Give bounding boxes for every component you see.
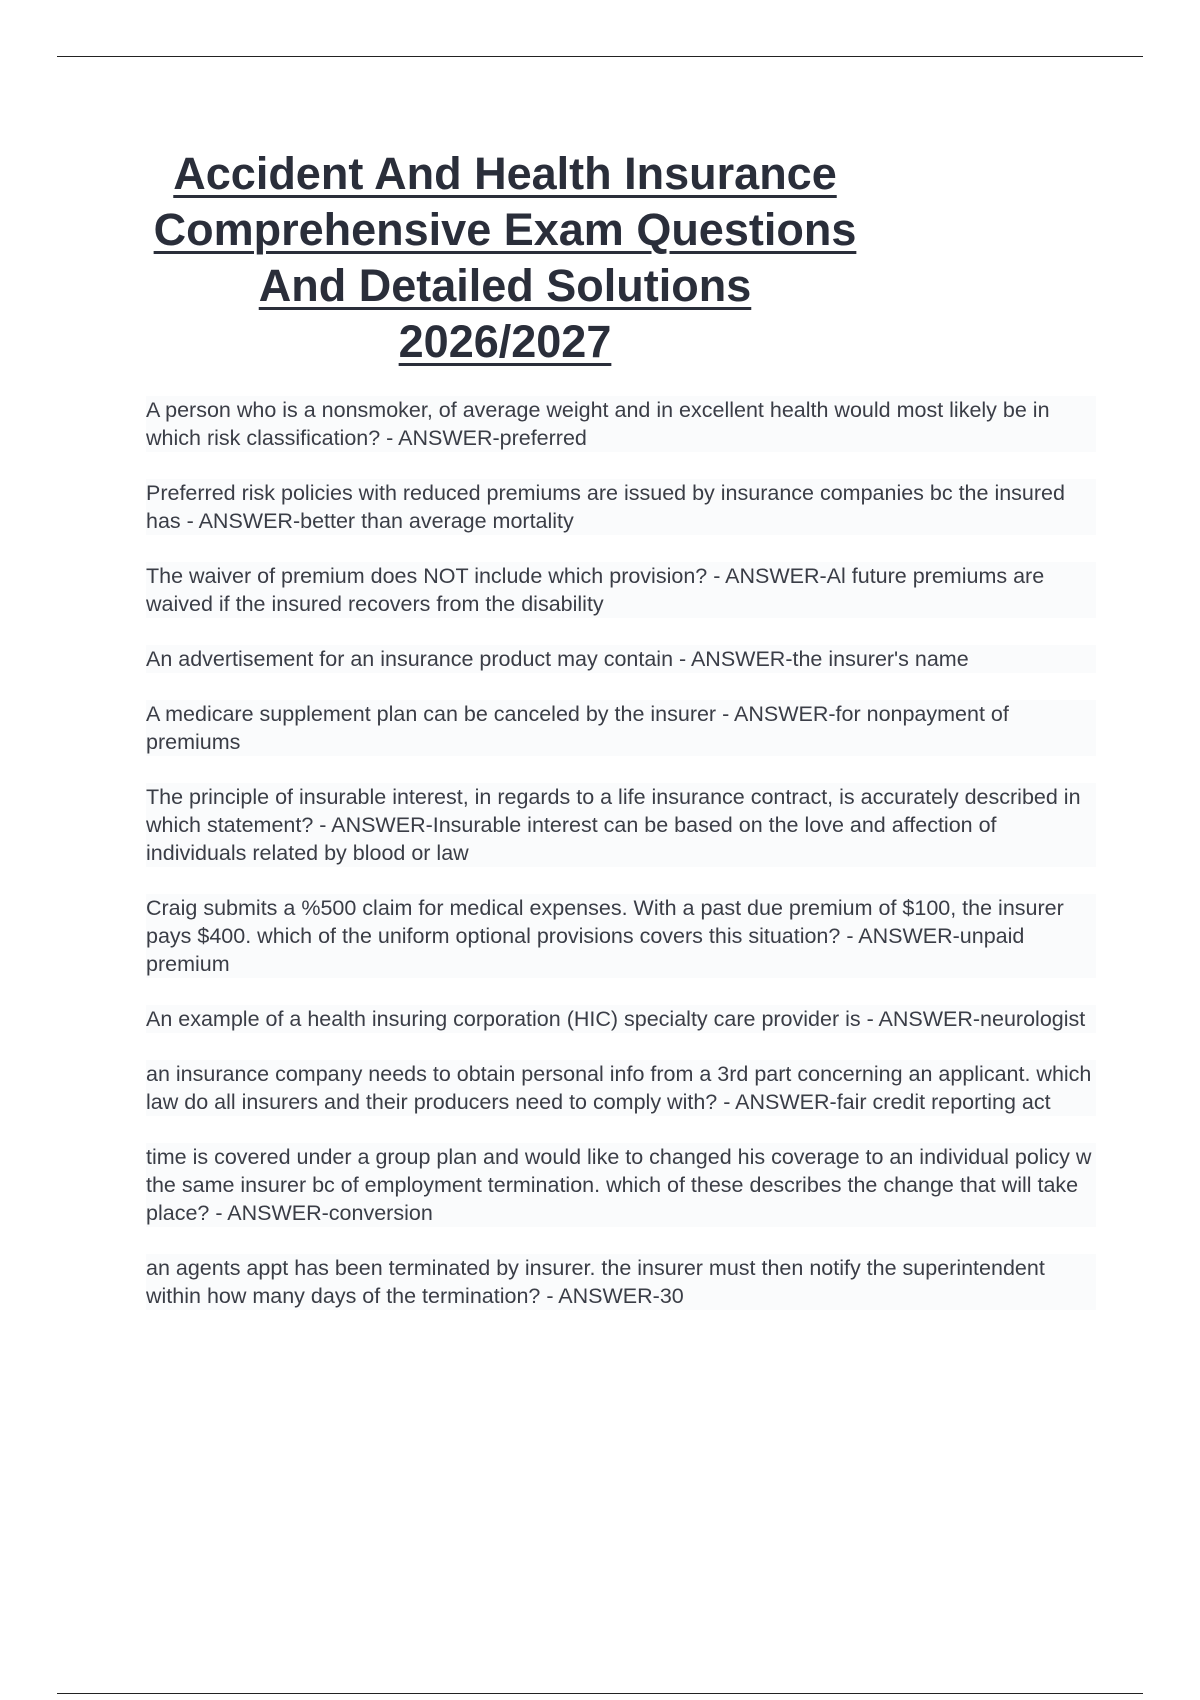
qa-item-8: An example of a health insuring corporation (HIC) specialty care provider is - ANSWER-neurologist [146,1005,1096,1033]
qa-item-3: The waiver of premium does NOT include which provision? - ANSWER-Al future premiums are waived if the insured recovers from the disability [146,562,1096,618]
top-rule [57,56,1143,57]
qa-item-5: A medicare supplement plan can be canceled by the insurer - ANSWER-for nonpayment of premiums [146,700,1096,756]
qa-item-9: an insurance company needs to obtain personal info from a 3rd part concerning an applicant. which law do all insurers and their producers need to comply with? - ANSWER-fair credit reporting act [146,1060,1096,1116]
document-title-text: Accident And Health Insurance Comprehensive Exam Questions And Detailed Solutions 2026/2027 [153,148,857,367]
qa-list [146,396,1096,1337]
qa-item-7: Craig submits a %500 claim for medical expenses. With a past due premium of $100, the insurer pays $400. which of the uniform optional provisions covers this situation? - ANSWER-unpaid premium [146,894,1096,978]
qa-item-1: A person who is a nonsmoker, of average weight and in excellent health would most likely be in which risk classification? - ANSWER-preferred [146,396,1096,452]
qa-item-6: The principle of insurable interest, in regards to a life insurance contract, is accurately described in which statement? - ANSWER-Insurable interest can be based on the love and affection of individuals related by blood or law [146,783,1096,867]
bottom-rule [57,1693,1143,1694]
qa-item-2: Preferred risk policies with reduced premiums are issued by insurance companies bc the insured has - ANSWER-better than average mortality [146,479,1096,535]
qa-item-4: An advertisement for an insurance product may contain - ANSWER-the insurer's name [146,645,1096,673]
qa-item-11: an agents appt has been terminated by insurer. the insurer must then notify the superintendent within how many days of the termination? - ANSWER-30 [146,1254,1096,1310]
qa-item-10: time is covered under a group plan and would like to changed his coverage to an individual policy w the same insurer bc of employment termination. which of these describes the change that will take place? - ANSWER-conversion [146,1143,1096,1227]
document-title [147,146,863,370]
